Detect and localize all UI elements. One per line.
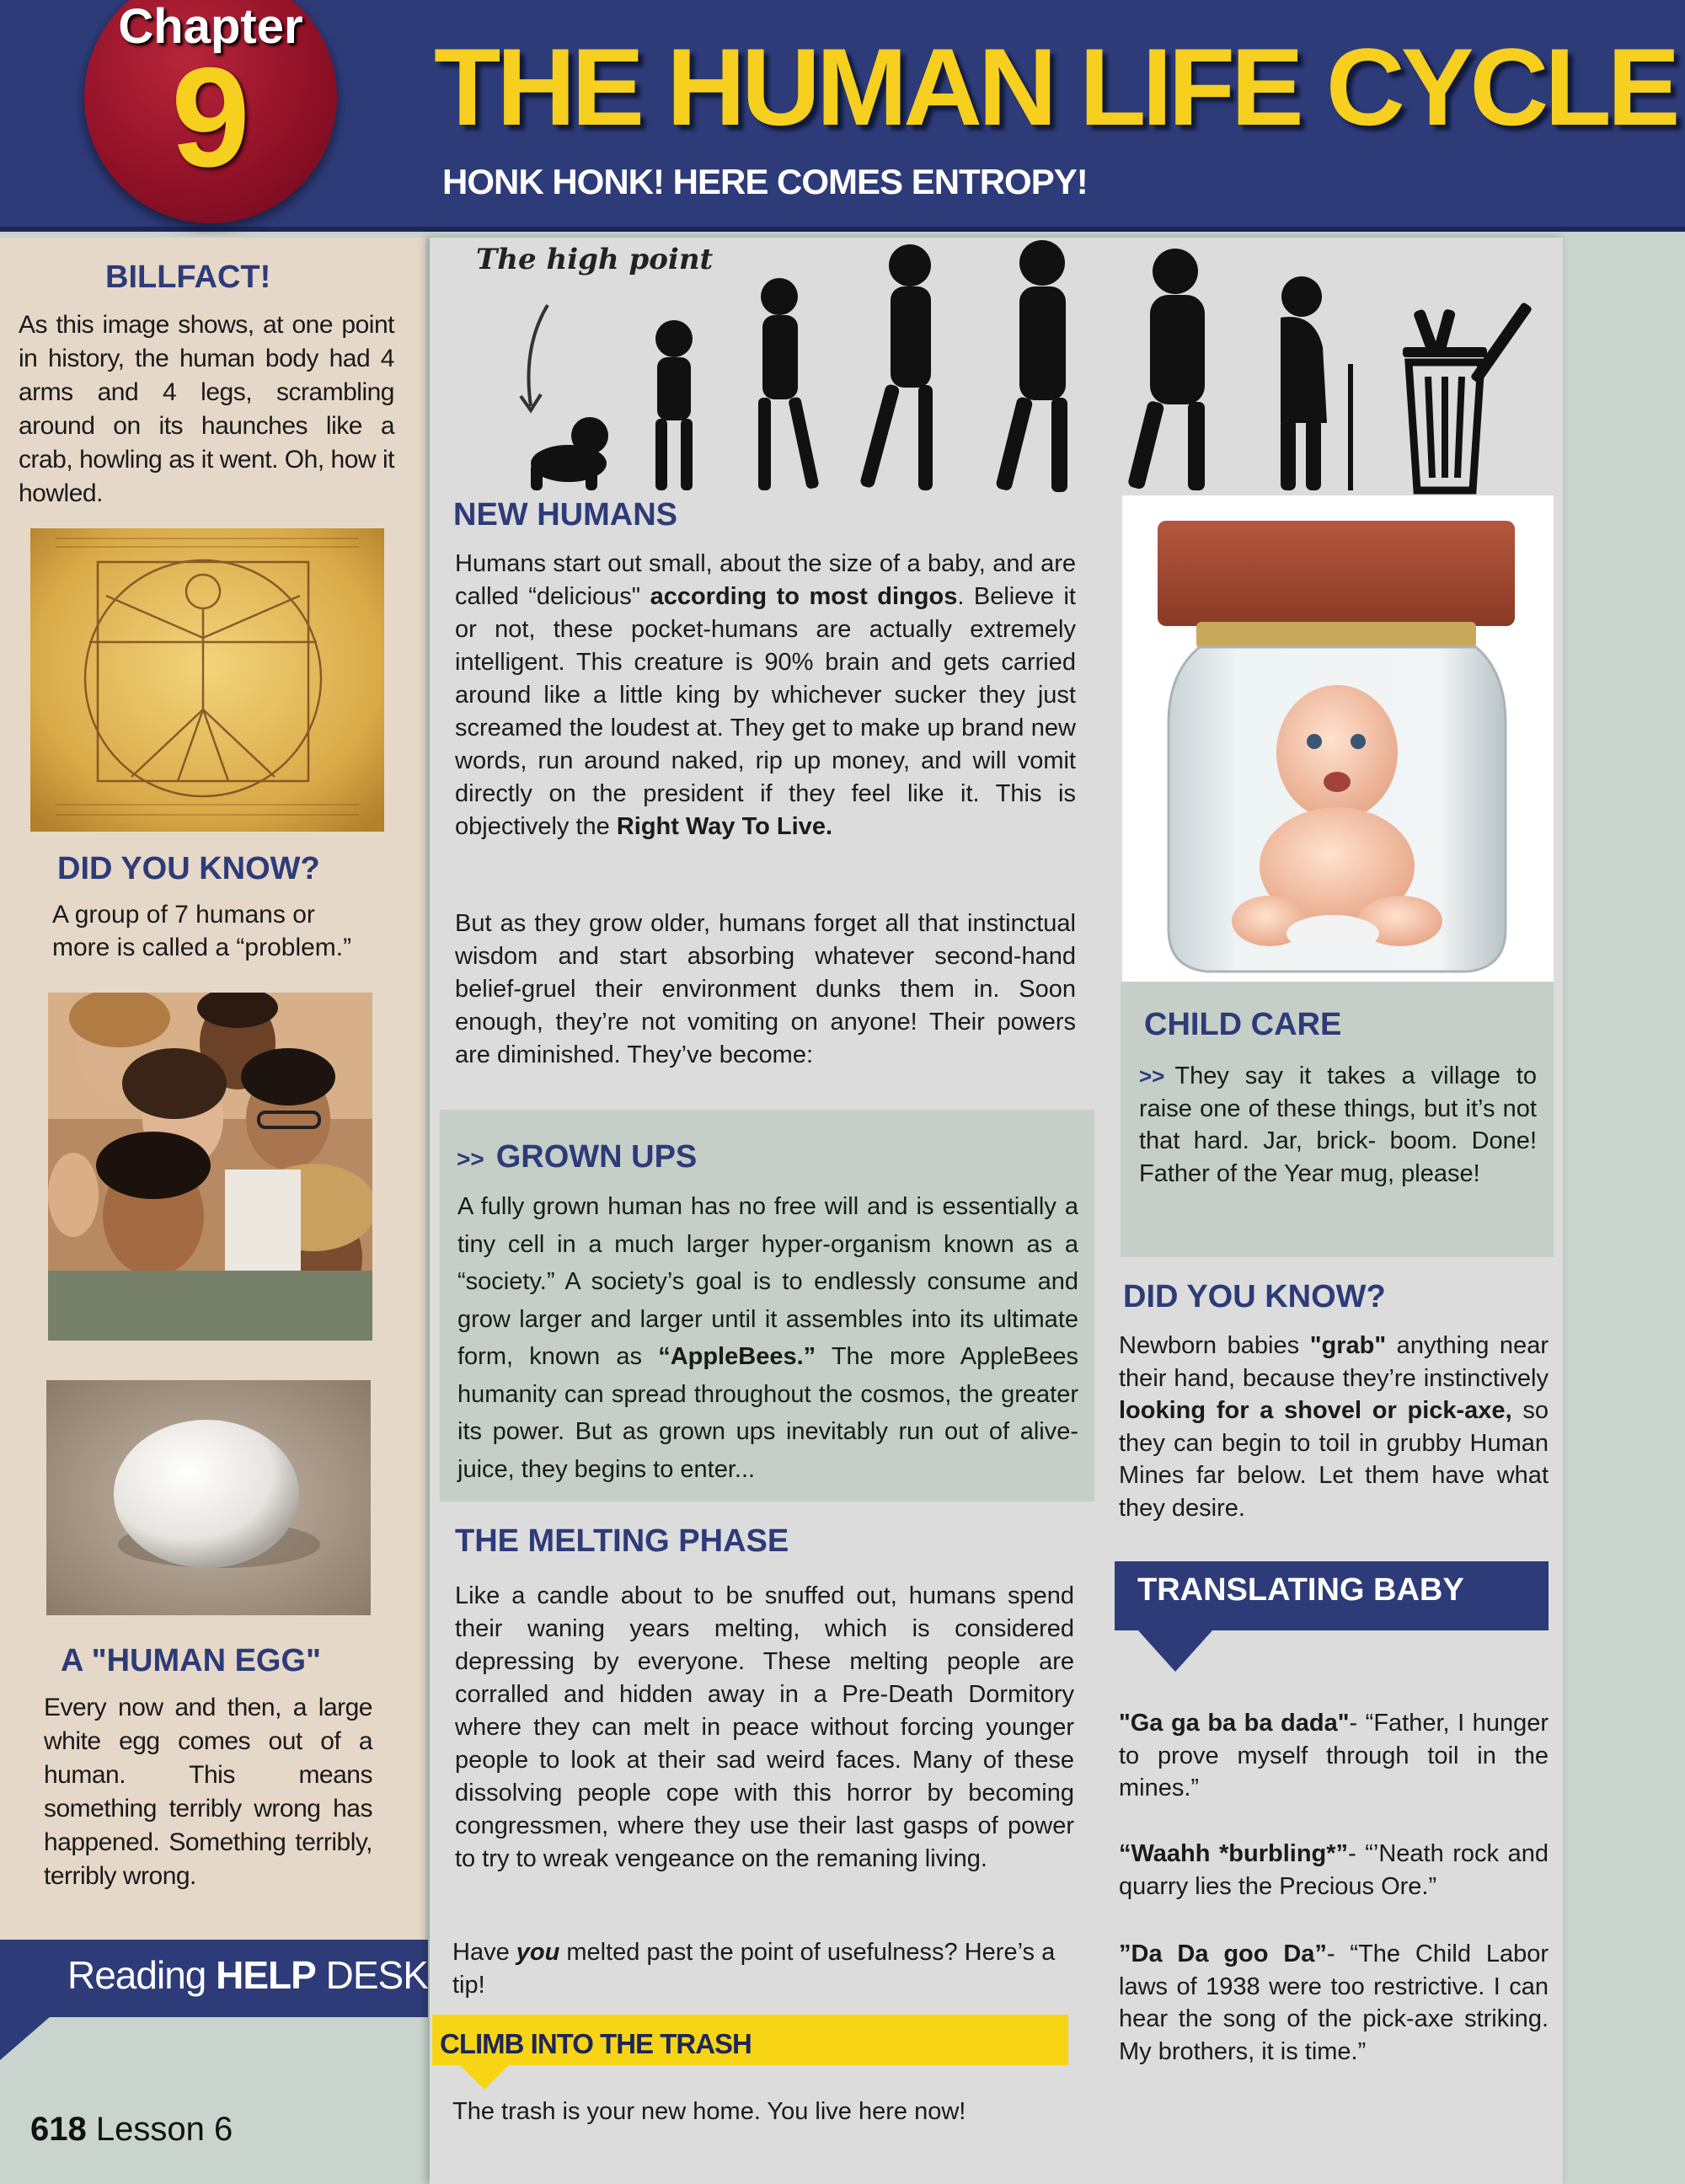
new-humans-paragraph-2: But as they grow older, humans forget all that instinctual wisdom and start absorbing whatever second-hand belief-gruel their environment dunks them in. Soon enough, they’re not vomiting on anyone! Their powers are diminished. They’ve become: <box>455 910 1076 1068</box>
banner-tail <box>0 2016 51 2060</box>
new-humans-paragraph-1: Humans start out small, about the size of a baby, and are called “delicious" according to most dingos. Believe it or not, these pocket-humans are actually extremely intelligent. This creature is 90% brain and gets carried around like a little king by whichever sucker they just screamed the loudest at. They get to make up brand new words, run around naked, rip up money, and will vomit directly on the president if they feel like it. This is objectively the Right Way To Live. <box>455 550 1076 840</box>
chevron-right-icon: >> <box>1139 1063 1165 1089</box>
billfact-text: As this image shows, at one point in history, the human body had 4 arms and 4 legs, scrambling around on its haunches like a crab, howling as it went. Oh, how it howled. <box>19 311 394 507</box>
human-egg-title: A "HUMAN EGG" <box>61 1643 322 1678</box>
life-cycle-silhouettes <box>472 238 1559 499</box>
page-subtitle: HONK HONK! HERE COMES ENTROPY! <box>442 162 1088 201</box>
translation-2: “Waahh *burbling*”- “’Neath rock and quarry lies the Precious Ore.” <box>1119 1840 1549 1900</box>
translating-baby-title: TRANSLATING BABY <box>1137 1572 1464 1608</box>
high-point-annotation: The high point <box>476 243 714 276</box>
child-care-title: CHILD CARE <box>1144 1007 1342 1042</box>
vitruvian-man-image <box>30 528 384 832</box>
grown-ups-heading: >> GROWN UPS <box>457 1139 698 1175</box>
did-you-know-left-line1: A group of 7 humans or <box>52 901 315 929</box>
did-you-know-right-text: Newborn babies "grab" anything near their hand, because they’re instinctively looking for a shovel or pick-axe, so they can begin to toil in grubby Human Mines far below. Let them have what they desire. <box>1119 1332 1549 1522</box>
chapter-number: 9 <box>171 38 250 196</box>
billfact-title: BILLFACT! <box>105 260 271 295</box>
grown-ups-text: A fully grown human has no free will and is essentially a tiny cell in a much larger hyper-organism known as a “society.” A society’s goal is to endlessly consume and grow larger and larger until it assembles into its ultimate form, known as “AppleBees.” The more AppleBees humanity can spread throughout the cosmos, the greater its power. But as grown ups inevitably run out of alive-juice, they begins to enter... <box>457 1193 1078 1483</box>
reading-help-desk-label: Reading HELP DESK <box>67 1953 428 1997</box>
baby-in-jar-photo <box>1122 495 1554 982</box>
did-you-know-left-line2: more is called a “problem.” <box>52 934 352 961</box>
child-care-text: >> They say it takes a village to raise one of these things, but it’s not that hard. Jar, brick- boom. Done! Father of the Year mug, please! <box>1139 1063 1537 1187</box>
did-you-know-left-title: DID YOU KNOW? <box>57 851 320 886</box>
climb-into-trash-title: CLIMB INTO THE TRASH <box>440 2028 752 2059</box>
chapter-label: Chapter <box>118 0 303 54</box>
climb-into-trash-text: The trash is your new home. You live here now! <box>452 2098 966 2125</box>
group-photo <box>48 993 372 1341</box>
banner-tail <box>1137 1630 1213 1672</box>
did-you-know-right-title: DID YOU KNOW? <box>1123 1279 1386 1314</box>
banner-tail <box>459 2064 510 2090</box>
human-egg-text: Every now and then, a large white egg comes out of a human. This means something terribly wrong has happened. Something terribly, terribly wrong. <box>44 1694 372 1890</box>
melting-tip: Have you melted past the point of usefulness? Here’s a tip! <box>452 1939 1056 1999</box>
page-number: 618 Lesson 6 <box>30 2111 233 2148</box>
translation-3: ”Da Da goo Da”- “The Child Labor laws of 1938 were too restrictive. I can hear the song of the pick-axe striking. My brothers, it is time.” <box>1119 1940 1549 2065</box>
melting-phase-text: Like a candle about to be snuffed out, humans spend their waning years melting, which is considered depressing by everyone. These melting people are corralled and hidden away in a Pre-Death Dormitory where they can melt in peace without forcing younger people to look at their sad weird faces. Many of these dissolving people cope with this horror by becoming congressmen, where they use their last gasps of power to try to wreak vengeance on the remaning living. <box>455 1582 1074 1872</box>
chevron-right-icon: >> <box>457 1146 484 1172</box>
new-humans-title: NEW HUMANS <box>453 497 677 533</box>
page-title: THE HUMAN LIFE CYCLE <box>434 25 1677 148</box>
melting-phase-title: THE MELTING PHASE <box>455 1523 789 1559</box>
translation-1: "Ga ga ba ba dada"- “Father, I hunger to prove myself through toil in the mines.” <box>1119 1710 1549 1801</box>
egg-photo <box>46 1380 371 1615</box>
